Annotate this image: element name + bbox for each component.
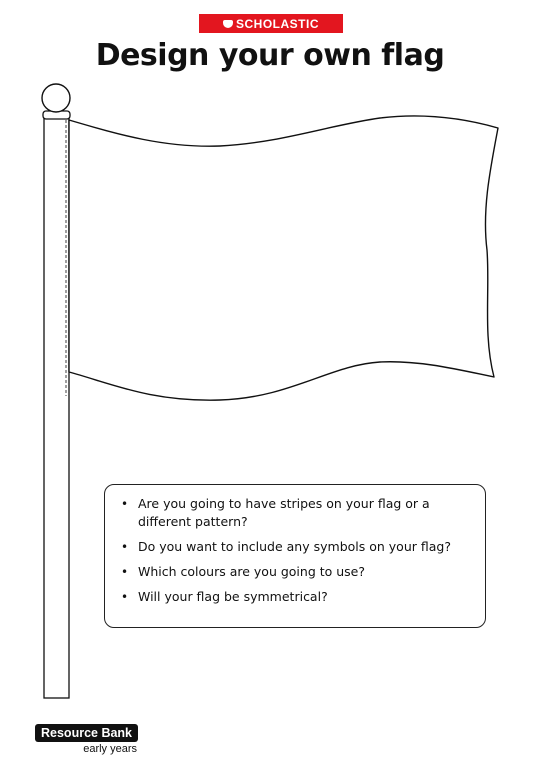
flag-pole	[44, 118, 69, 698]
resource-bank-subtitle: early years	[83, 743, 138, 755]
question-box	[104, 484, 486, 628]
prompt-item: • Will your flag be symmetrical?	[119, 588, 471, 606]
prompt-item: • Do you want to include any symbols on your flag?	[119, 538, 471, 556]
page-title: Design your own flag	[95, 38, 445, 73]
prompt-item: • Are you going to have stripes on your flag or a different pattern?	[119, 495, 471, 531]
blank-flag[interactable]	[69, 116, 498, 400]
resource-bank-badge: Resource Bank	[35, 724, 138, 742]
brand-name: SCHOLASTIC	[236, 16, 319, 31]
resource-bank-logo	[35, 722, 138, 755]
prompt-item: • Which colours are you going to use?	[119, 563, 471, 581]
pole-finial	[42, 84, 70, 112]
